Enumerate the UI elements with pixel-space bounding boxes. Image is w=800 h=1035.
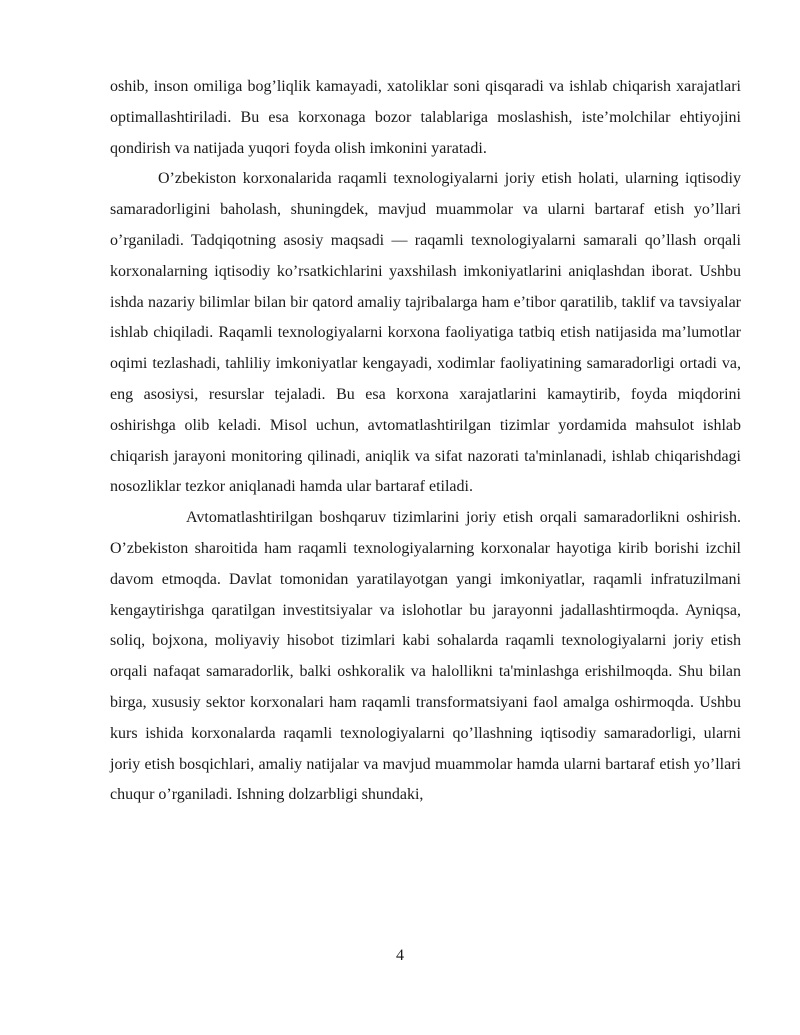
paragraph-1: oshib, inson omiliga bog’liqlik kamayadi, xatoliklar soni qisqaradi va ishlab chiqarish xarajatlari optimallashtiriladi. Bu esa korxonaga bozor talablariga moslashish, iste’molchilar ehtiyojini qondirish va natijada yuqori foyda olish imkonini yaratadi. [110, 78, 741, 157]
paragraph-2: O’zbekiston korxonalarida raqamli texnologiyalarni joriy etish holati, ularning iqtisodiy samaradorligini baholash, shuningdek, mavjud muammolar va ularni bartaraf etish yo’llari o’rganiladi. Tadqiqotning asosiy maqsadi — raqamli texnologiyalarni samarali qo’llash orqali korxonalarning iqtisodiy ko’rsatkichlarini yaxshilash imkoniyatlarini aniqlashdan iborat. Ushbu ishda nazariy bilimlar bilan bir qatord amaliy tajribalarga ham e’tibor qaratilib, taklif va tavsiyalar ishlab chiqiladi. Raqamli texnologiyalarni korxona faoliyatiga tatbiq etish natijasida ma’lumotlar oqimi tezlashadi, tahliliy imkoniyatlar kengayadi, xodimlar faoliyatining samaradorligi ortadi va, eng asosiysi, resurslar tejaladi. Bu esa korxona xarajatlarini kamaytirib, foyda miqdorini oshirishga olib keladi. Misol uchun, avtomatlashtirilgan tizimlar yordamida mahsulot ishlab chiqarish jarayoni monitoring qilinadi, aniqlik va sifat nazorati ta'minlanadi, ishlab chiqarishdagi nosozliklar tezkor aniqlanadi hamda ular bartaraf etiladi. [110, 170, 741, 496]
page-number: 4 [396, 947, 404, 964]
body-text [110, 72, 741, 811]
paragraph-3: Avtomatlashtirilgan boshqaruv tizimlarini joriy etish orqali samaradorlikni oshirish. O’zbekiston sharoitida ham raqamli texnologiyalarning korxonalar hayotiga kirib borishi izchil davom etmoqda. Davlat tomonidan yaratilayotgan yangi imkoniyatlar, raqamli infratuzilmani kengaytirishga qaratilgan investitsiyalar va islohotlar bu jarayonni jadallashtirmoqda. Ayniqsa, soliq, bojxona, moliyaviy hisobot tizimlari kabi sohalarda raqamli texnologiyalarni joriy etish orqali nafaqat samaradorlik, balki oshkoralik va halollikni ta'minlashga erishilmoqda. Shu bilan birga, xususiy sektor korxonalari ham raqamli transformatsiyani faol amalga oshirmoqda. Ushbu kurs ishida korxonalarda raqamli texnologiyalarni qo’llashning iqtisodiy samaradorligi, ularni joriy etish bosqichlari, amaliy natijalar va mavjud muammolar hamda ularni bartaraf etish yo’llari chuqur o’rganiladi. Ishning dolzarbligi shundaki, [110, 509, 741, 804]
